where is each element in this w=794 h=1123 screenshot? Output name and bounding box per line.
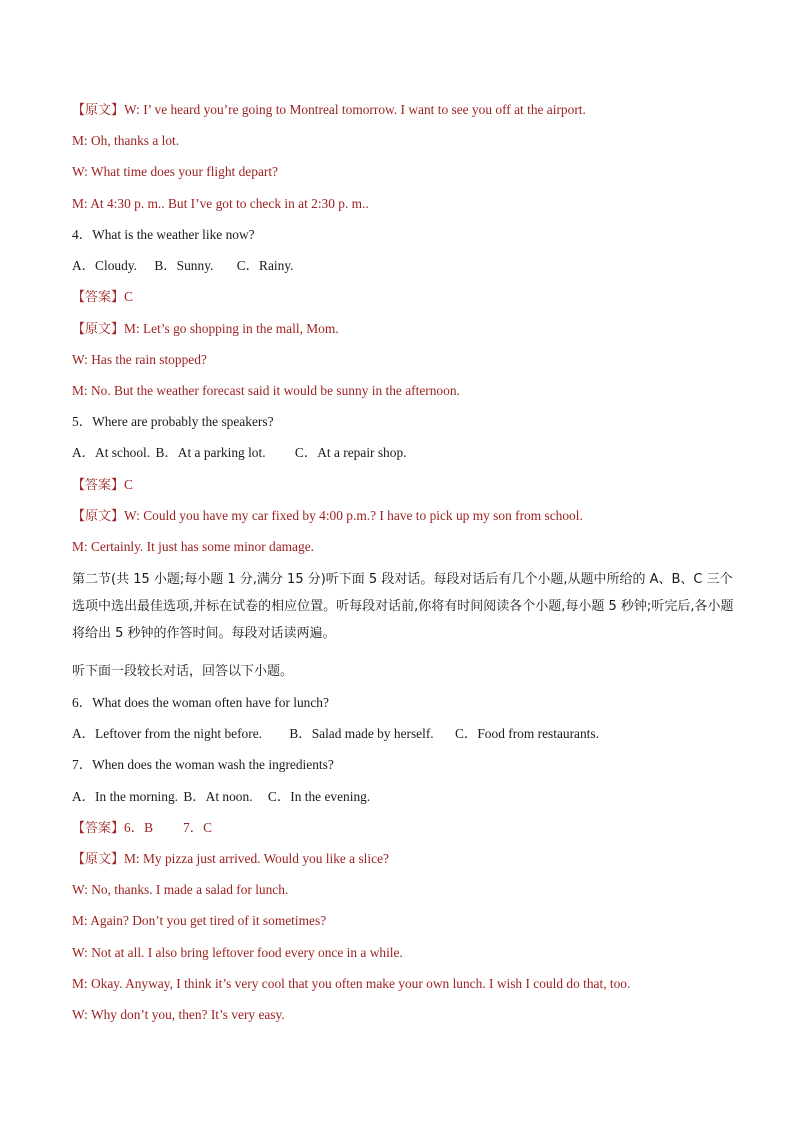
- section-instructions: 第二节(共 15 小题;每小题 1 分,满分 15 分)听下面 5 段对话。每段对话后有几个小题,从题中所给的 A、B、C 三个选项中选出最佳选项,并标在试卷的相应位置。听每段对话前,你将有时间阅读各个小题,每小题 5 秒钟;听完后,各小题将给出 5 秒钟的作答时间。每段对话读两遍。: [72, 572, 734, 641]
- transcript-line: W: Why don’t you, then? It’s very easy.: [72, 1007, 285, 1022]
- transcript-line: W: No, thanks. I made a salad for lunch.: [72, 882, 289, 897]
- answer-line: [72, 288, 742, 307]
- answer-tag: 【答案】: [72, 290, 125, 305]
- question-5: 5．Where are probably the speakers?: [72, 414, 274, 429]
- transcript-text: M: My pizza just arrived. Would you like a slice?: [124, 851, 389, 866]
- transcript-line: [72, 320, 742, 339]
- transcript-line: [72, 507, 742, 526]
- question-6-options: [72, 725, 742, 743]
- transcript-line: W: What time does your flight depart?: [72, 164, 279, 179]
- answer-value-6: 6．B: [124, 820, 154, 835]
- transcript-line: M: Oh, thanks a lot.: [72, 133, 180, 148]
- transcript-line: W: Not at all. I also bring leftover food every once in a while.: [72, 945, 403, 960]
- answer-value: C: [124, 289, 133, 304]
- question-4-options: [72, 257, 742, 275]
- option-c: C．Food from restaurants.: [455, 726, 599, 741]
- transcript-text: M: Let’s go shopping in the mall, Mom.: [124, 321, 339, 336]
- question-7: 7．When does the woman wash the ingredients?: [72, 757, 334, 772]
- option-b: B．At a parking lot.: [155, 445, 266, 460]
- option-a: A．In the morning.: [72, 789, 178, 804]
- option-a: A．At school.: [72, 445, 151, 460]
- answer-value: C: [124, 477, 133, 492]
- question-5-options: [72, 444, 742, 462]
- answer-line: [72, 819, 742, 838]
- answer-tag: 【答案】: [72, 821, 125, 836]
- option-c: C．Rainy.: [236, 258, 294, 273]
- original-text-tag: 【原文】: [72, 852, 125, 867]
- option-b: B．At noon.: [183, 789, 253, 804]
- option-c: C．At a repair shop.: [294, 445, 407, 460]
- option-c: C．In the evening.: [267, 789, 371, 804]
- transcript-line: M: Again? Don’t you get tired of it sometimes?: [72, 913, 327, 928]
- original-text-tag: 【原文】: [72, 509, 125, 524]
- answer-line: [72, 476, 742, 495]
- transcript-line: [72, 101, 742, 120]
- transcript-line: M: Okay. Anyway, I think it’s very cool that you often make your own lunch. I wish I could do that, too.: [72, 976, 631, 991]
- question-6: 6．What does the woman often have for lunch?: [72, 695, 329, 710]
- answer-value-7: 7．C: [183, 820, 213, 835]
- transcript-line: M: Certainly. It just has some minor damage.: [72, 539, 314, 554]
- section-subheading: 听下面一段较长对话，回答以下小题。: [72, 664, 294, 679]
- answer-tag: 【答案】: [72, 478, 125, 493]
- option-a: A．Leftover from the night before.: [72, 726, 263, 741]
- option-a: A．Cloudy.: [72, 258, 137, 273]
- transcript-line: M: At 4:30 p. m.. But I’ve got to check in at 2:30 p. m..: [72, 196, 369, 211]
- transcript-text: W: I’ ve heard you’re going to Montreal tomorrow. I want to see you off at the airport.: [124, 102, 586, 117]
- question-4: 4．What is the weather like now?: [72, 227, 255, 242]
- transcript-text: W: Could you have my car fixed by 4:00 p.m.? I have to pick up my son from school.: [124, 508, 583, 523]
- original-text-tag: 【原文】: [72, 322, 125, 337]
- question-7-options: [72, 788, 742, 806]
- option-b: B．Salad made by herself.: [289, 726, 434, 741]
- transcript-line: [72, 850, 742, 869]
- option-b: B．Sunny.: [154, 258, 214, 273]
- original-text-tag: 【原文】: [72, 103, 125, 118]
- transcript-line: W: Has the rain stopped?: [72, 352, 207, 367]
- transcript-line: M: No. But the weather forecast said it would be sunny in the afternoon.: [72, 383, 460, 398]
